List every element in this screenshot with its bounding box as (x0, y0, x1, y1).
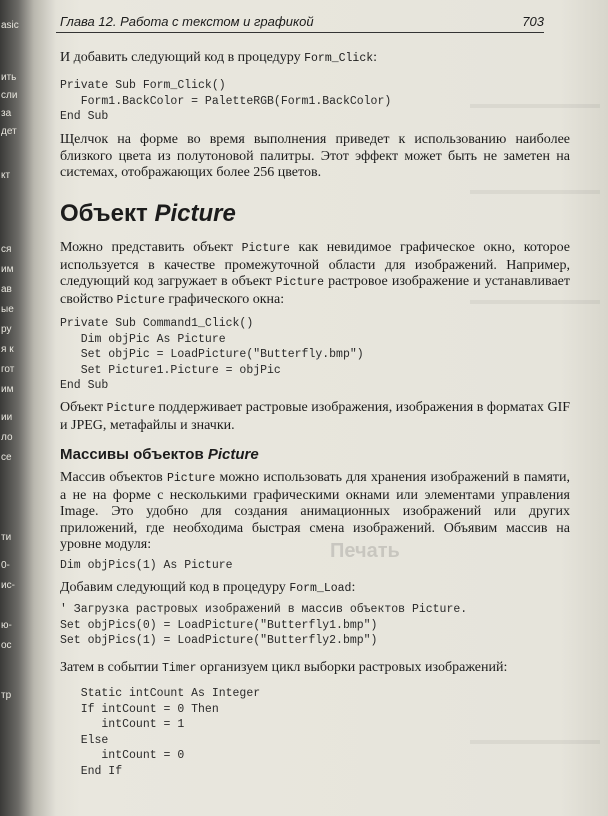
margin-fragment: им (1, 384, 14, 395)
bleed-through-line (470, 104, 600, 108)
bleed-through-text: Печать (330, 540, 400, 562)
bleed-through-line (470, 190, 600, 194)
margin-fragment: ос (1, 640, 12, 651)
intro-line: И добавить следующий код в процедуру Form_Click: (60, 50, 378, 65)
margin-fragment: се (1, 452, 12, 463)
margin-fragment: тр (1, 690, 12, 701)
code-block-form-click: Private Sub Form_Click() Form1.BackColor = PaletteRGB(Form1.BackColor) End Sub (60, 79, 392, 123)
running-header (56, 10, 544, 33)
margin-fragment: ру (1, 324, 12, 335)
paragraph: Затем в событии Timer организуем цикл выборки растровых изображений: (60, 660, 508, 675)
margin-fragment: дет (1, 126, 17, 137)
paragraph: Щелчок на форме во время выполнения приведет к использованию наиболее близкого цвета из полутоновой палитры. Этот эффект может быть не заметен на системах, отображающих более 256 цветов. (60, 132, 570, 180)
bleed-through-line (470, 740, 600, 744)
margin-fragment: ся (1, 244, 12, 255)
page-number: 703 (522, 14, 544, 29)
margin-fragment: ю- (1, 620, 12, 631)
margin-fragment: за (1, 108, 12, 119)
paragraph: Добавим следующий код в процедуру Form_Load: (60, 580, 356, 595)
paragraph: Можно представить объект Picture как невидимое графическое окно, которое используется в качестве промежуточной области для изображений. Например, следующий код загружает в объект Picture растровое изображение и устанавливает свойство Picture графического окна: (60, 240, 571, 307)
margin-fragment: сли (1, 90, 18, 101)
margin-fragment: ис- (1, 580, 15, 591)
bleed-through-line (470, 300, 600, 304)
margin-fragment: ло (1, 432, 13, 443)
margin-fragment: asic (1, 20, 19, 31)
margin-fragment: ти (1, 532, 12, 543)
margin-fragment: ить (1, 72, 17, 83)
margin-fragment: кт (1, 170, 11, 181)
margin-fragment: я к (1, 344, 14, 355)
code-block-command1-click: Private Sub Command1_Click() Dim objPic As Picture Set objPic = LoadPicture("Butterfly.bmp") Set Picture1.Picture = objPic End Sub (60, 317, 364, 392)
section-heading: Объект Picture (60, 200, 236, 227)
subsection-heading: Массивы объектов Picture (60, 446, 259, 463)
code-block-dim: Dim objPics(1) As Picture (60, 559, 233, 572)
paragraph: Объект Picture поддерживает растровые изображения, изображения в форматах GIF и JPEG, метафайлы и значки. (60, 400, 571, 433)
margin-fragment: ые (1, 304, 14, 315)
margin-fragment: гот (1, 364, 15, 375)
margin-fragment: ии (1, 412, 13, 423)
chapter-title: Глава 12. Работа с текстом и графикой (60, 14, 314, 29)
margin-fragment: им (1, 264, 14, 275)
margin-fragment: ав (1, 284, 12, 295)
margin-fragment: 0- (1, 560, 10, 571)
left-page-edge (0, 0, 20, 816)
paragraph: Массив объектов Picture можно использовать для хранения изображений в памяти, а не на форме с несколькими графическими окнами или элементами управления Image. Это удобно для создания анимационных изображений или других приложений, где необходима быстрая смена изображений. Объявим массив на уровне модуля: (60, 470, 571, 552)
code-block-form-load: ' Загрузка растровых изображений в массив объектов Picture. Set objPics(0) = LoadPicture("Butterfly1.bmp") Set objPics(1) = LoadPicture("Butterfly2.bmp") (60, 603, 468, 647)
code-block-timer: Static intCount As Integer If intCount = 0 Then intCount = 1 Else intCount = 0 End If (80, 687, 261, 778)
